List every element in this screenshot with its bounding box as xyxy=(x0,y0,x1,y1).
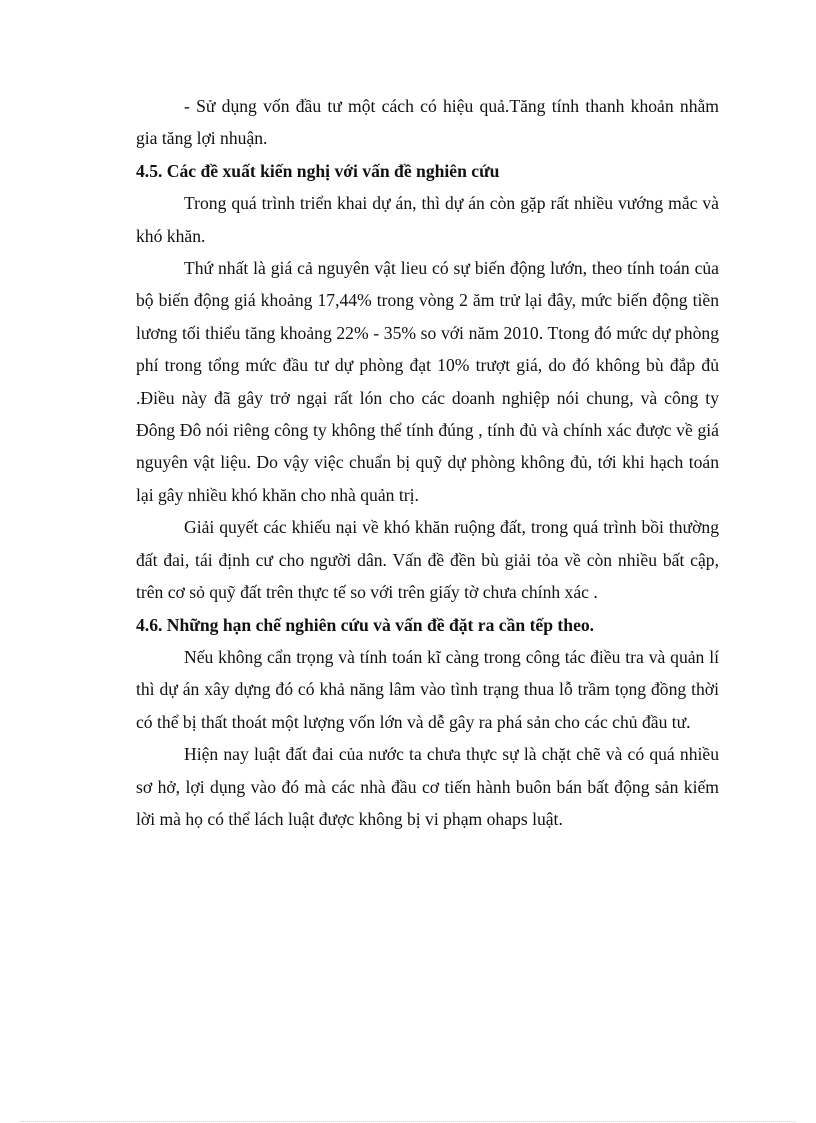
paragraph-land-complaints: Giải quyết các khiếu nại về khó khăn ruộng đất, trong quá trình bồi thường đất đai, tái định cư cho người dân. Vấn đề đền bù giải tỏa về còn nhiều bất cập, trên cơ sỏ quỹ đất trên thực tế so với trên giấy tờ chưa chính xác . xyxy=(136,517,719,603)
section-heading-4-5: 4.5. Các đề xuất kiến nghị với vấn đề nghiên cứu xyxy=(136,160,500,181)
section-heading-4-6: 4.6. Những hạn chế nghiên cứu và vấn đề đặt ra cần tếp theo. xyxy=(136,614,595,635)
document-page xyxy=(136,90,719,835)
page-bottom-divider xyxy=(20,1121,796,1122)
paragraph-project-difficulties: Trong quá trình triển khai dự án, thì dự án còn gặp rất nhiều vướng mắc và khó khăn. xyxy=(136,193,719,246)
paragraph-investigation-risk: Nếu không cẩn trọng và tính toán kĩ càng trong công tác điều tra và quản lí thì dự án xây dựng đó có khả năng lâm vào tình trạng thua lỗ trầm tọng đồng thời có thể bị thất thoát một lượng vốn lớn và dễ gây ra phá sản cho các chủ đầu tư. xyxy=(136,646,719,732)
paragraph-capital-efficiency: - Sử dụng vốn đầu tư một cách có hiệu quả.Tăng tính thanh khoản nhằm gia tăng lợi nhuận. xyxy=(136,96,719,149)
paragraph-material-price-volatility: Thứ nhất là giá cả nguyên vật lieu có sự biến động lướn, theo tính toán của bộ biến động giá khoảng 17,44% trong vòng 2 ăm trử lại đây, mức biến động tiền lương tối thiểu tăng khoảng 22% - 35% so với năm 2010. Ttong đó mức dự phòng phí trong tổng mức đầu tư dự phòng đạt 10% trượt giá, do đó không bù đắp đủ .Điều này đã gây trở ngại rất lón cho các doanh nghiệp nói chung, và công ty Đông Đô nói riêng công ty không thể tính đúng , tính đủ và chính xác được về giá nguyên vật liệu. Do vậy việc chuẩn bị quỹ dự phòng không đủ, tới khi hạch toán lại gây nhiều khó khăn cho nhà quản trị. xyxy=(136,258,719,505)
paragraph-land-law-loopholes: Hiện nay luật đất đai của nước ta chưa thực sự là chặt chẽ và có quá nhiều sơ hở, lợi dụng vào đó mà các nhà đầu cơ tiến hành buôn bán bất động sản kiếm lời mà họ có thể lách luật được không bị vi phạm ohaps luật. xyxy=(136,744,719,829)
